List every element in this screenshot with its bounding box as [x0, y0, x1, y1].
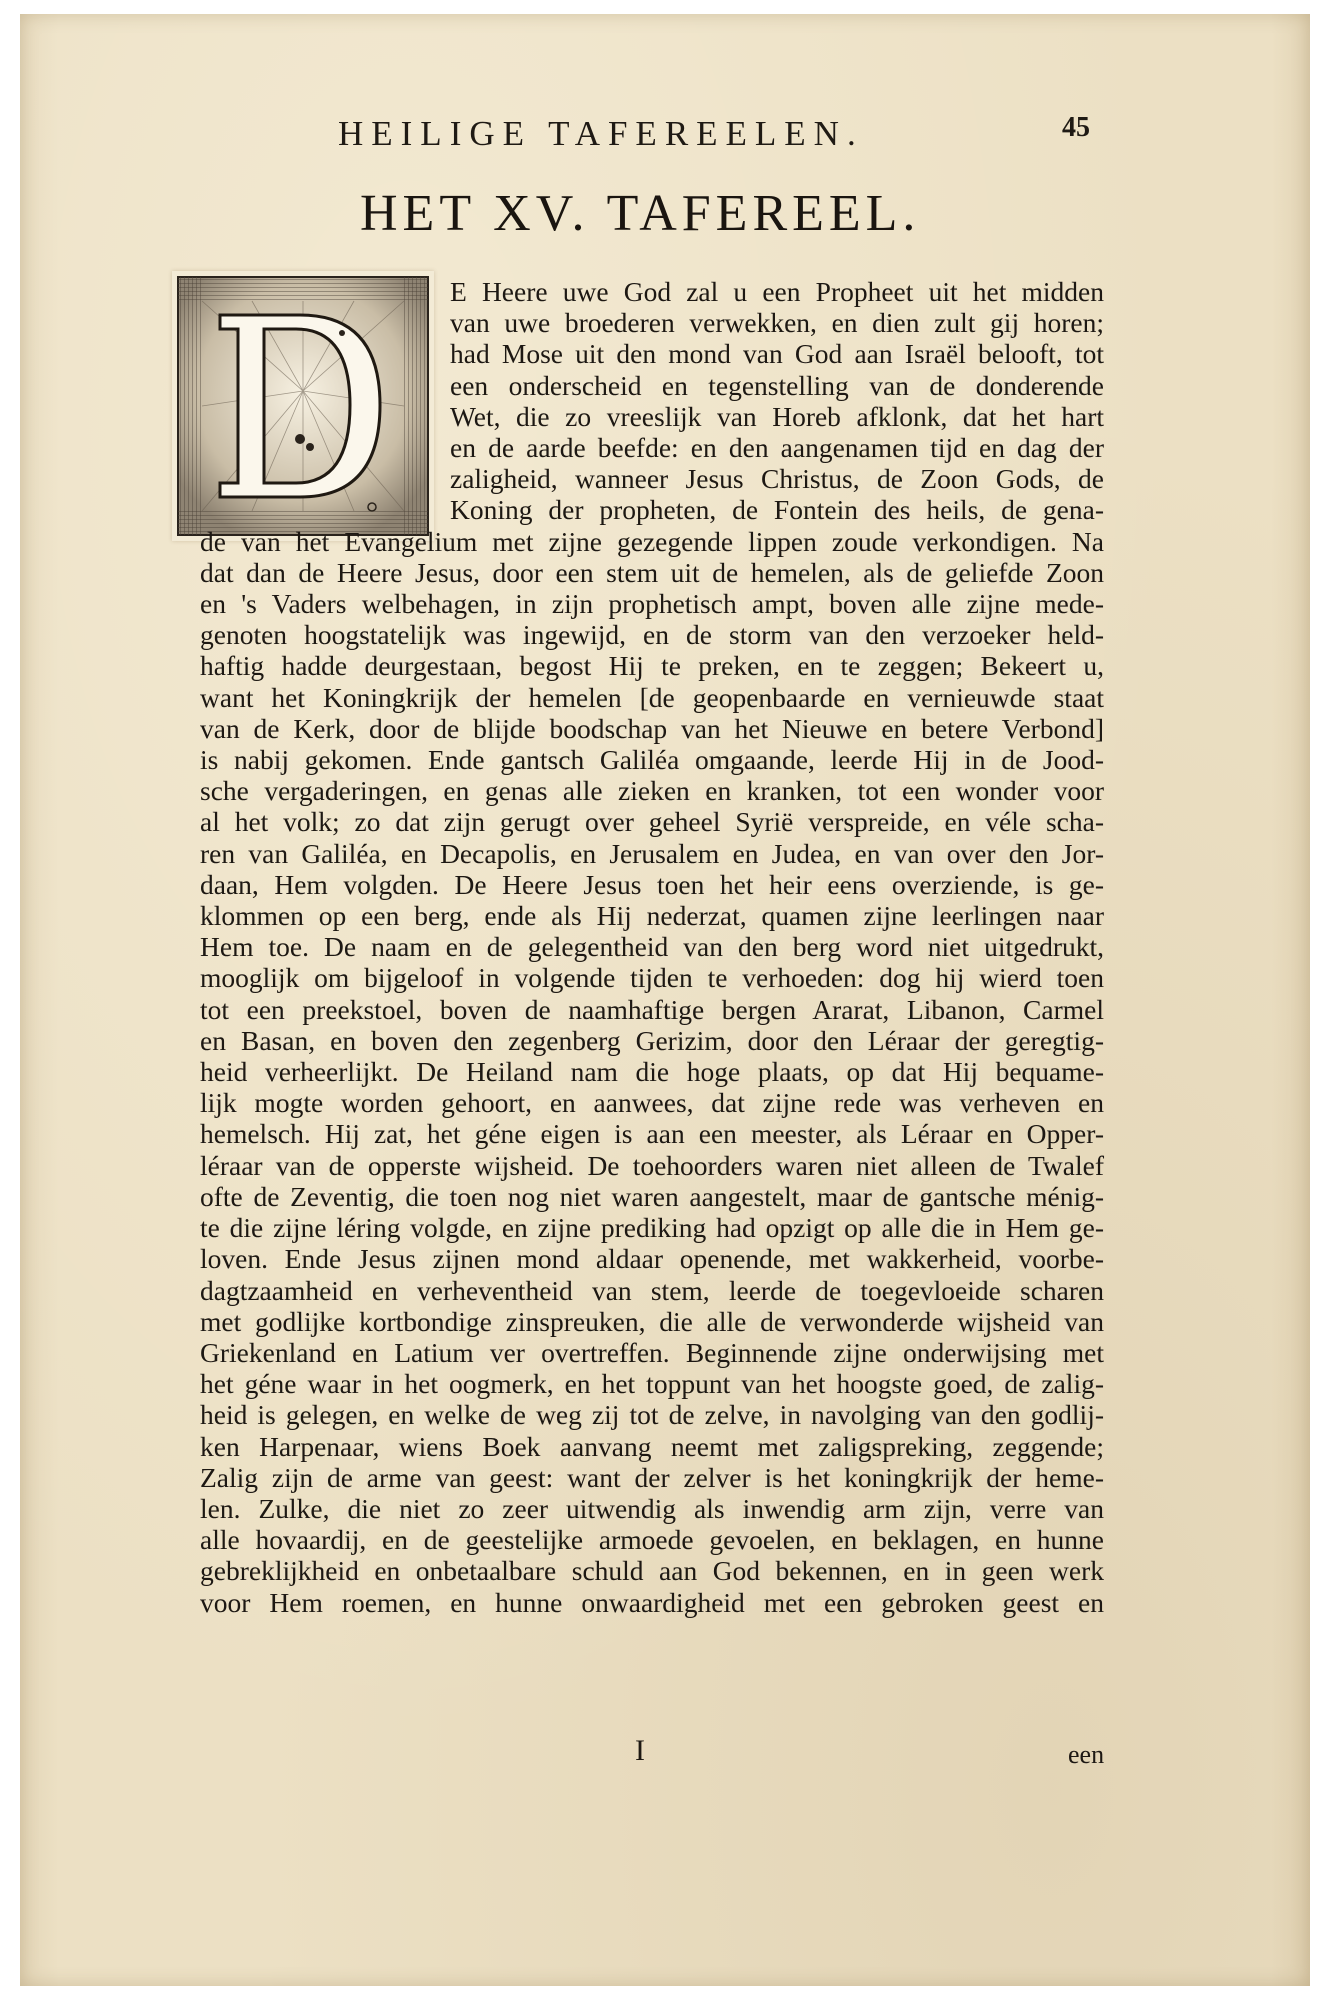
text-line: lijk mogte worden gehoort, en aanwees, dat zijne rede was verheven en [200, 1087, 1104, 1119]
text-line: had Mose uit den mond van God aan Israël belooft, tot [450, 338, 1104, 370]
text-line: de van het Evangelium met zijne gezegende lippen zoude verkondigen. Na [200, 525, 1104, 557]
text-line: daan, Hem volgden. De Heere Jesus toen het heir eens overziende, is ge- [200, 868, 1104, 900]
page-number: 45 [1062, 112, 1090, 143]
text-line: tot een preekstoel, boven de naamhaftige bergen Ararat, Libanon, Carmel [200, 993, 1104, 1025]
text-line: van de Kerk, door de blijde boodschap van het Nieuwe en betere Verbond] [200, 712, 1104, 744]
text-line: hemelsch. Hij zat, het géne eigen is aan een meester, als Léraar en Opper- [200, 1118, 1104, 1150]
catchword: een [1068, 1740, 1105, 1769]
text-line: te die zijne léring volgde, en zijne prediking had opzigt op alle die in Hem ge- [200, 1212, 1104, 1244]
text-line: len. Zulke, die niet zo zeer uitwendig als inwendig arm zijn, verre van [200, 1492, 1104, 1524]
text-line: al het volk; zo dat zijn gerugt over geheel Syrië verspreide, en véle scha- [200, 806, 1104, 838]
text-line: voor Hem roemen, en hunne onwaardigheid met een gebroken geest en [200, 1586, 1104, 1618]
text-line: heid is gelegen, en welke de weg zij tot de zelve, in navolging van den godlij- [200, 1399, 1104, 1431]
text-line: sche vergaderingen, en genas alle zieken en kranken, tot een wonder voor [200, 775, 1104, 807]
text-line: Hem toe. De naam en de gelegentheid van den berg word niet uitgedrukt, [200, 931, 1104, 963]
book-page [20, 14, 1310, 1986]
text-line: léraar van de opperste wijsheid. De toehoorders waren niet alleen de Twalef [200, 1149, 1104, 1181]
text-line: gebreklijkheid en onbetaalbare schuld aan God bekennen, en in geen werk [200, 1555, 1104, 1587]
text-line: van uwe broederen verwekken, en dien zult gij horen; [450, 307, 1104, 339]
text-line: en 's Vaders welbehagen, in zijn prophetisch ampt, boven alle zijne mede- [200, 588, 1104, 620]
text-line: haftig hadde deurgestaan, begost Hij te preken, en te zeggen; Bekeert u, [200, 650, 1104, 682]
text-line: loven. Ende Jesus zijnen mond aldaar openende, met wakkerheid, voorbe- [200, 1243, 1104, 1275]
text-line: is nabij gekomen. Ende gantsch Galiléa omgaande, leerde Hij in de Jood- [200, 744, 1104, 776]
text-line: klommen op een berg, ende als Hij nederzat, quamen zijne leerlingen naar [200, 900, 1104, 932]
text-line: alle hovaardij, en de geestelijke armoede gevoelen, en beklagen, en hunne [200, 1524, 1104, 1556]
text-line: zaligheid, wanneer Jesus Christus, de Zoon Gods, de [450, 463, 1104, 495]
text-line: ren van Galiléa, en Decapolis, en Jerusalem en Judea, en van over den Jor- [200, 837, 1104, 869]
text-line: E Heere uwe God zal u een Propheet uit het midden [450, 276, 1104, 307]
text-line: Koning der propheten, de Fontein des heils, de gena- [450, 494, 1104, 526]
text-line: mooglijk om bijgeloof in volgende tijden te verhoeden: dog hij wierd toen [200, 962, 1104, 994]
text-line: want het Koningkrijk der hemelen [de geopenbaarde en vernieuwde staat [200, 681, 1104, 713]
text-line: Griekenland en Latium ver overtreffen. Beginnende zijne onderwijsing met [200, 1336, 1104, 1368]
text-line: het géne waar in het oogmerk, en het toppunt van het hoogste goed, de zalig- [200, 1368, 1104, 1400]
signature-mark: I [635, 1734, 645, 1767]
body-text [200, 276, 1104, 1618]
text-line: met godlijke kortbondige zinspreuken, die alle de verwonderde wijsheid van [200, 1305, 1104, 1337]
text-line: ofte de Zeventig, die toen nog niet waren aangestelt, maar de gantsche ménig- [200, 1180, 1104, 1212]
text-line: Wet, die zo vreeslijk van Horeb afklonk, dat het hart [450, 400, 1104, 432]
text-line: dagtzaamheid en verheventheid van stem, leerde de toegevloeide scharen [200, 1274, 1104, 1306]
text-line: en Basan, en boven den zegenberg Gerizim, door den Léraar der geregtig- [200, 1024, 1104, 1056]
text-line: dat dan de Heere Jesus, door een stem uit de hemelen, als de geliefde Zoon [200, 556, 1104, 588]
text-line: en de aarde beefde: en den aangenamen tijd en dag der [450, 432, 1104, 464]
text-line: Zalig zijn de arme van geest: want der zelver is het koningkrijk der heme- [200, 1461, 1104, 1493]
text-line: genoten hoogstatelijk was ingewijd, en de storm van den verzoeker held- [200, 619, 1104, 651]
text-line: ken Harpenaar, wiens Boek aanvang neemt met zaligspreking, zeggende; [200, 1430, 1104, 1462]
running-head: HEILIGE TAFEREELEN. [338, 114, 864, 153]
text-line: heid verheerlijkt. De Heiland nam die hoge plaats, op dat Hij bequame- [200, 1056, 1104, 1088]
chapter-title: HET XV. TAFEREEL. [360, 185, 921, 242]
text-line: een onderscheid en tegenstelling van de donderende [450, 369, 1104, 401]
